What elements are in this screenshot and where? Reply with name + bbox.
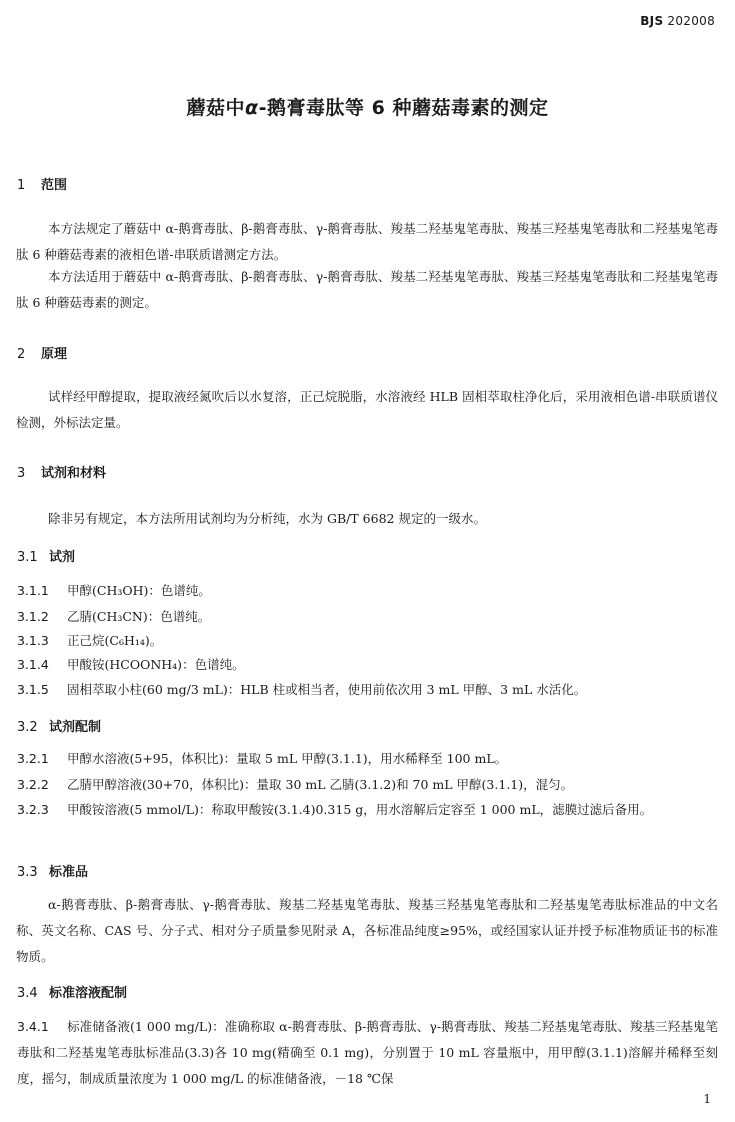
list-item: 3.1.1 甲醇(CH₃OH)：色谱纯。 [17, 583, 211, 598]
list-item: 3.2.3 甲酸铵溶液(5 mmol/L)：称取甲酸铵(3.1.4)0.315 g，用水溶解后定容至 1 000 mL，滤膜过滤后备用。 [17, 802, 653, 817]
paragraph-scope-2: 本方法适用于蘑菇中 α-鹅膏毒肽、β-鹅膏毒肽、γ-鹅膏毒肽、羧基二羟基鬼笔毒肽、羧基三羟基鬼笔毒肽和二羟基鬼笔毒肽 6 种蘑菇毒素的测定。 [16, 269, 718, 310]
list-item: 3.1.4 甲酸铵(HCOONH₄)：色谱纯。 [17, 657, 245, 672]
paragraph-reagents-intro: 除非另有规定，本方法所用试剂均为分析纯，水为 GB/T 6682 规定的一级水。 [48, 511, 486, 526]
list-item: 3.1.2 乙腈(CH₃CN)：色谱纯。 [17, 609, 211, 624]
section-heading-principle: 2 原理 [17, 347, 68, 362]
paragraph-principle: 试样经甲醇提取，提取液经氮吹后以水复溶，正己烷脱脂，水溶液经 HLB 固相萃取柱净化后，采用液相色谱-串联质谱仪检测，外标法定量。 [16, 389, 718, 430]
org-code: BJS [640, 14, 664, 28]
document-code [640, 14, 715, 28]
title-greek: α [245, 97, 259, 119]
paragraph-standards: α-鹅膏毒肽、β-鹅膏毒肽、γ-鹅膏毒肽、羧基二羟基鬼笔毒肽、羧基三羟基鬼笔毒肽和二羟基鬼笔毒肽标准品的中文名称、英文名称、CAS 号、分子式、相对分子质量参见附录 A，各标准品纯度≥95%，或经国家认证并授予标准物质证书的标准物质。 [16, 897, 718, 964]
doc-number: 202008 [667, 14, 715, 28]
title-part1: 蘑菇中 [186, 97, 246, 119]
page-number: 1 [703, 1092, 711, 1106]
subsection-heading-reagent-prep: 3.2 试剂配制 [17, 720, 102, 735]
subsection-heading-reagents: 3.1 试剂 [17, 550, 76, 565]
list-item: 3.2.2 乙腈甲醇溶液(30+70，体积比)：量取 30 mL 乙腈(3.1.2)和 70 mL 甲醇(3.1.1)，混匀。 [17, 777, 574, 792]
subsection-heading-standard-solutions: 3.4 标准溶液配制 [17, 986, 128, 1001]
list-item: 3.4.1 标准储备液(1 000 mg/L)：准确称取 α-鹅膏毒肽、β-鹅膏毒肽、γ-鹅膏毒肽、羧基二羟基鬼笔毒肽、羧基三羟基鬼笔毒肽和二羟基鬼笔毒肽标准品(3.3)各 10 mg(精确至 0.1 mg)，分别置于 10 mL 容量瓶中，用甲醇(3.1.1)溶解并稀释至刻度，摇匀，制成质量浓度为 1 000 mg/L 的标准储备液，－18 ℃保 [17, 1019, 718, 1086]
list-item: 3.1.3 正己烷(C₆H₁₄)。 [17, 633, 163, 648]
section-heading-scope: 1 范围 [17, 178, 68, 193]
subsection-heading-standards: 3.3 标准品 [17, 865, 89, 880]
paragraph-scope-1: 本方法规定了蘑菇中 α-鹅膏毒肽、β-鹅膏毒肽、γ-鹅膏毒肽、羧基二羟基鬼笔毒肽、羧基三羟基鬼笔毒肽和二羟基鬼笔毒肽 6 种蘑菇毒素的液相色谱-串联质谱测定方法。 [16, 221, 718, 262]
page-title [0, 93, 735, 120]
list-item: 3.1.5 固相萃取小柱(60 mg/3 mL)：HLB 柱或相当者，使用前依次用 3 mL 甲醇、3 mL 水活化。 [17, 682, 587, 697]
title-part2: -鹅膏毒肽等 6 种蘑菇毒素的测定 [258, 97, 549, 119]
section-heading-reagents: 3 试剂和材料 [17, 466, 107, 481]
list-item: 3.2.1 甲醇水溶液(5+95，体积比)：量取 5 mL 甲醇(3.1.1)，用水稀释至 100 mL。 [17, 751, 508, 766]
